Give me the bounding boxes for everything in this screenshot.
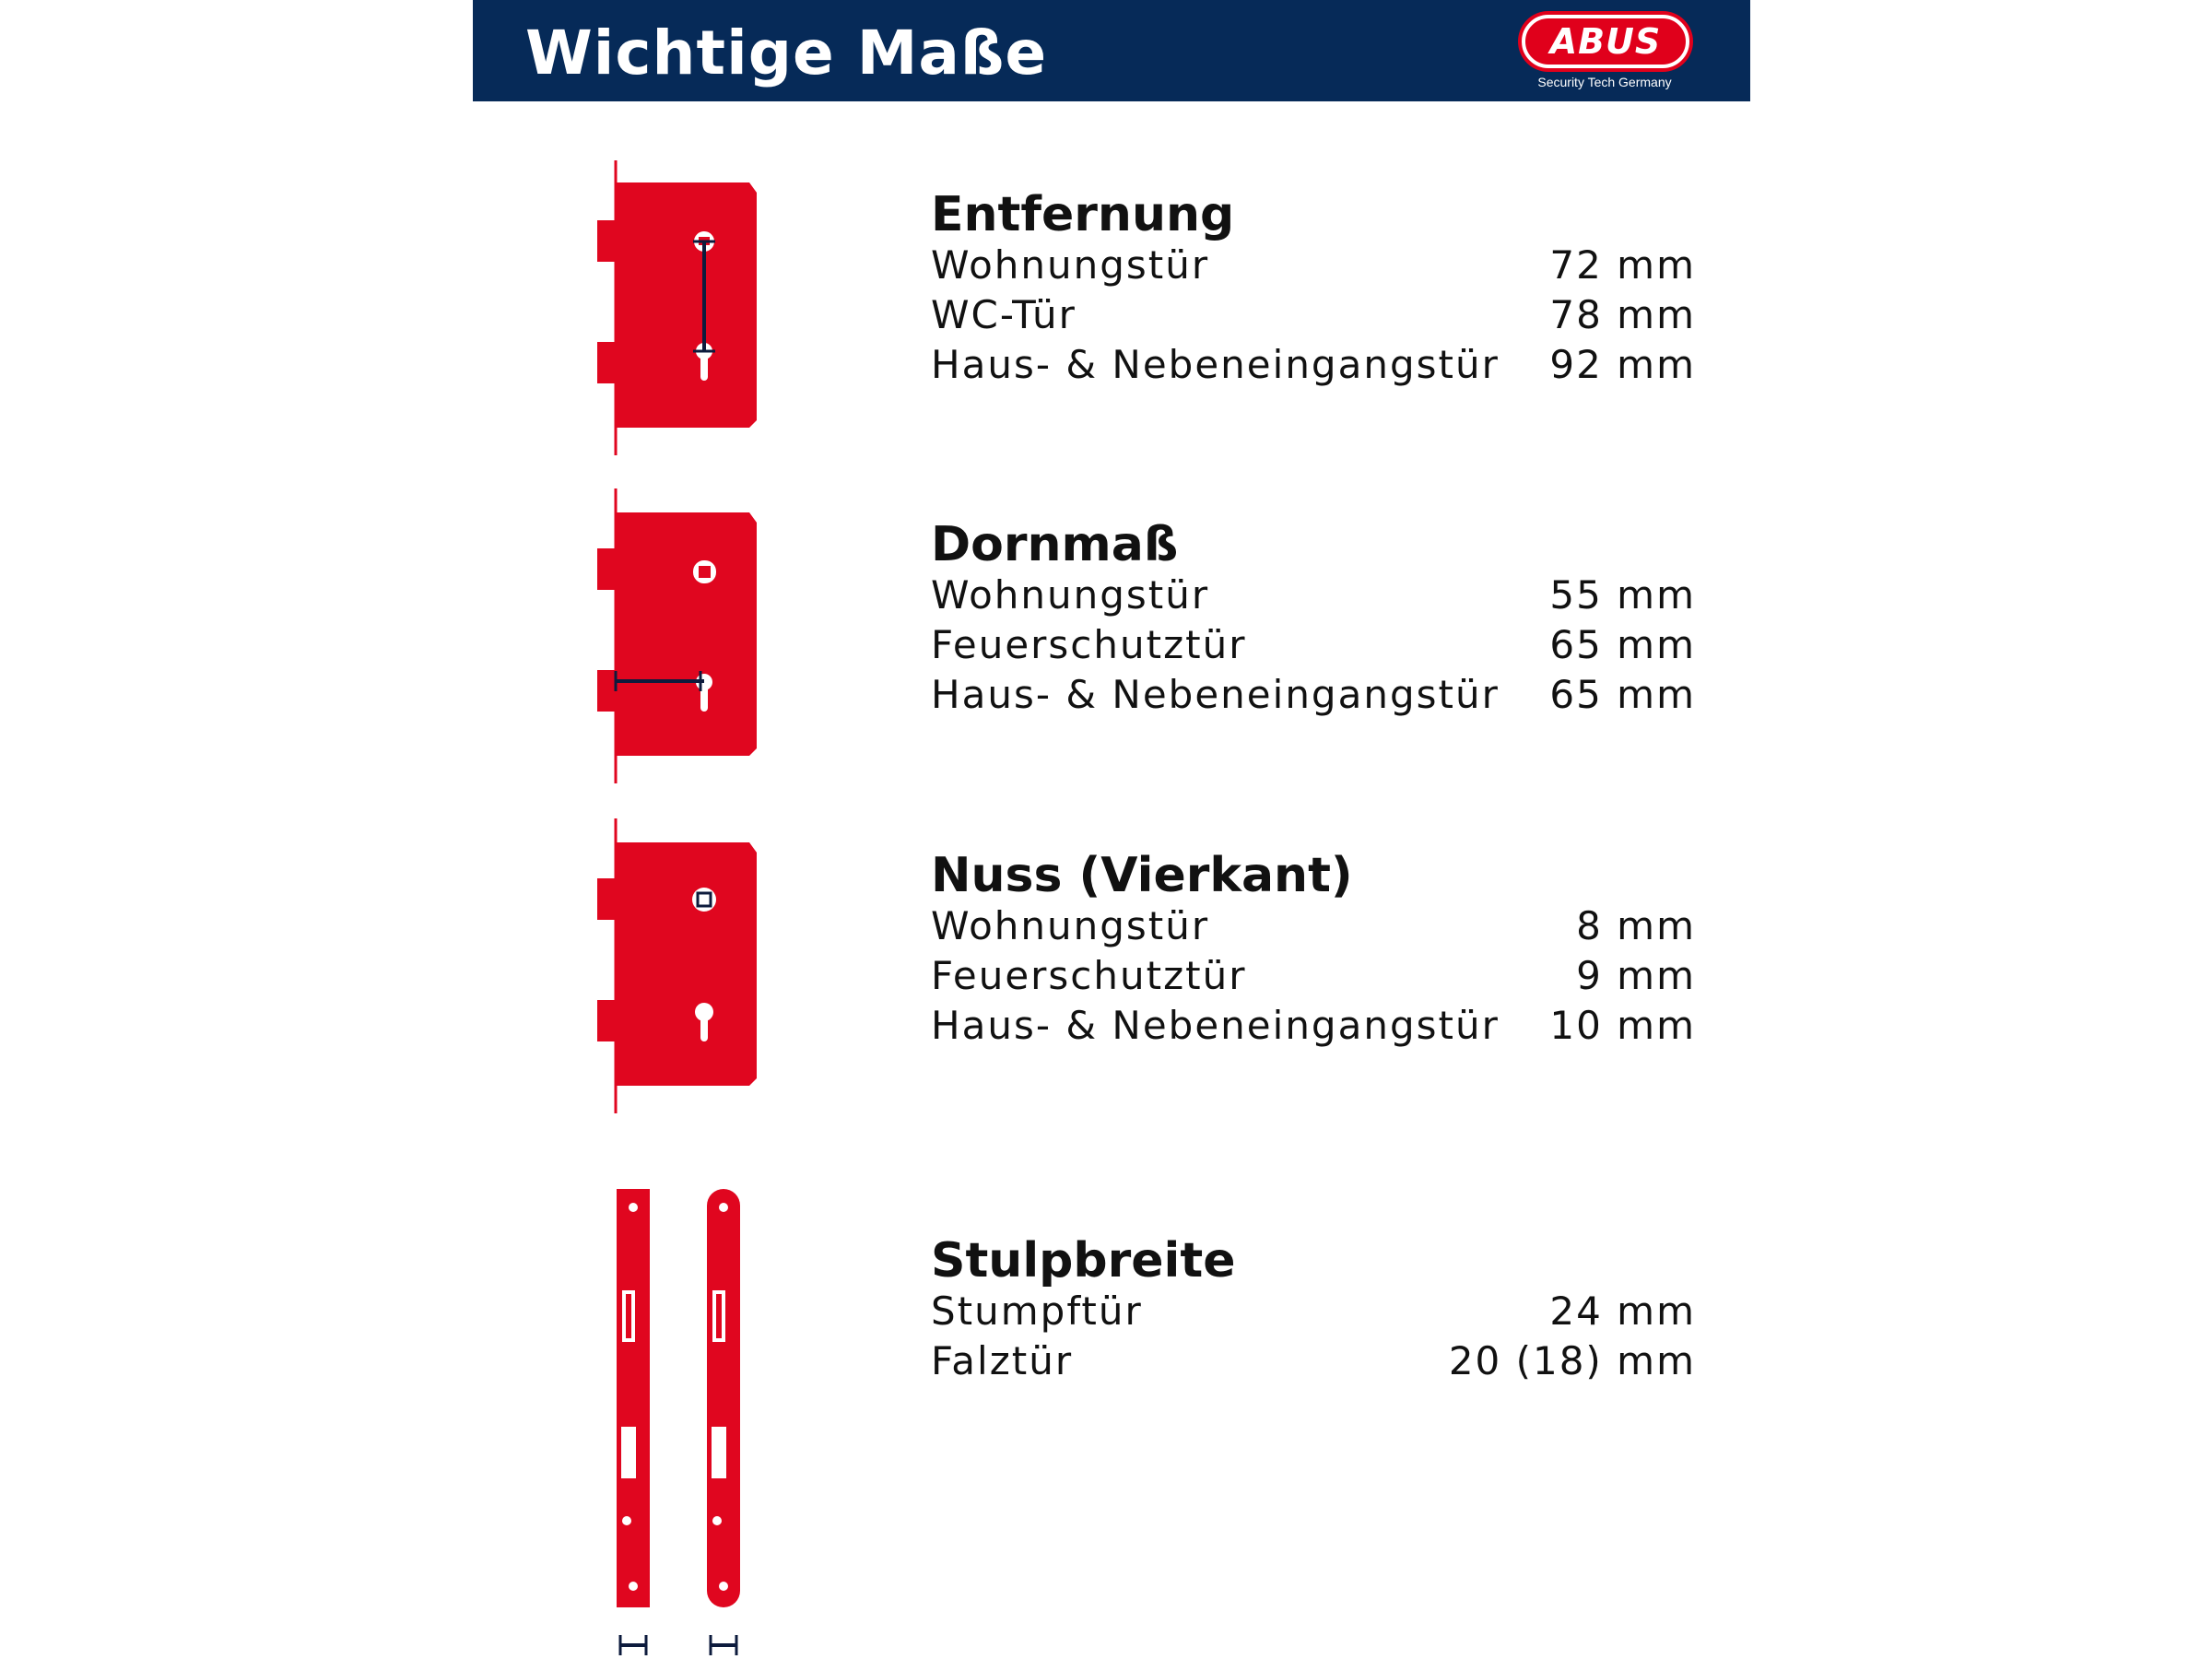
section-entfernung bbox=[931, 189, 1696, 390]
row-label: Haus- & Nebeneingangstür bbox=[931, 1003, 1500, 1048]
section-title: Nuss (Vierkant) bbox=[931, 848, 1353, 903]
section-title: Stulpbreite bbox=[931, 1233, 1236, 1288]
section-title: Dornmaß bbox=[931, 517, 1179, 572]
row-label: Wohnungstür bbox=[931, 242, 1210, 288]
section-dornmass bbox=[931, 519, 1696, 720]
row-label: WC-Tür bbox=[931, 292, 1077, 337]
row-value: 78 mm bbox=[1549, 292, 1696, 337]
row-value: 10 mm bbox=[1549, 1003, 1696, 1048]
lock-spindle-icon bbox=[590, 817, 765, 1121]
row-value: 20 (18) mm bbox=[1448, 1338, 1696, 1383]
list-item bbox=[931, 901, 1696, 951]
row-value: 55 mm bbox=[1549, 572, 1696, 618]
list-item bbox=[931, 951, 1696, 1001]
row-label: Stumpftür bbox=[931, 1288, 1143, 1334]
row-label: Haus- & Nebeneingangstür bbox=[931, 672, 1500, 717]
row-label: Falztür bbox=[931, 1338, 1074, 1383]
abus-logo bbox=[1508, 9, 1701, 92]
row-value: 65 mm bbox=[1549, 672, 1696, 717]
lock-backset-icon bbox=[590, 487, 765, 791]
row-value: 8 mm bbox=[1576, 903, 1696, 948]
list-item bbox=[931, 290, 1696, 340]
logo-badge bbox=[1522, 15, 1689, 68]
list-item bbox=[931, 1336, 1696, 1386]
row-label: Wohnungstür bbox=[931, 903, 1210, 948]
row-value: 65 mm bbox=[1549, 622, 1696, 667]
row-label: Feuerschutztür bbox=[931, 953, 1247, 998]
section-stulpbreite bbox=[931, 1235, 1696, 1386]
list-item bbox=[931, 241, 1696, 290]
row-label: Haus- & Nebeneingangstür bbox=[931, 342, 1500, 387]
logo-tagline: Security Tech Germany bbox=[1537, 75, 1672, 89]
section-title: Entfernung bbox=[931, 187, 1235, 242]
list-item bbox=[931, 340, 1696, 390]
list-item bbox=[931, 571, 1696, 620]
list-item bbox=[931, 670, 1696, 720]
row-value: 9 mm bbox=[1576, 953, 1696, 998]
row-value: 92 mm bbox=[1549, 342, 1696, 387]
row-label: Feuerschutztür bbox=[931, 622, 1247, 667]
list-item bbox=[931, 1287, 1696, 1336]
row-label: Wohnungstür bbox=[931, 572, 1210, 618]
lock-distance-icon bbox=[590, 159, 765, 463]
logo-wordmark: ABUS bbox=[1549, 21, 1662, 62]
page-title: Wichtige Maße bbox=[525, 18, 1048, 88]
faceplate-width-icon bbox=[608, 1180, 747, 1659]
header-banner bbox=[473, 0, 1750, 101]
list-item bbox=[931, 1001, 1696, 1051]
list-item bbox=[931, 620, 1696, 670]
section-nuss bbox=[931, 850, 1696, 1051]
row-value: 24 mm bbox=[1549, 1288, 1696, 1334]
row-value: 72 mm bbox=[1549, 242, 1696, 288]
